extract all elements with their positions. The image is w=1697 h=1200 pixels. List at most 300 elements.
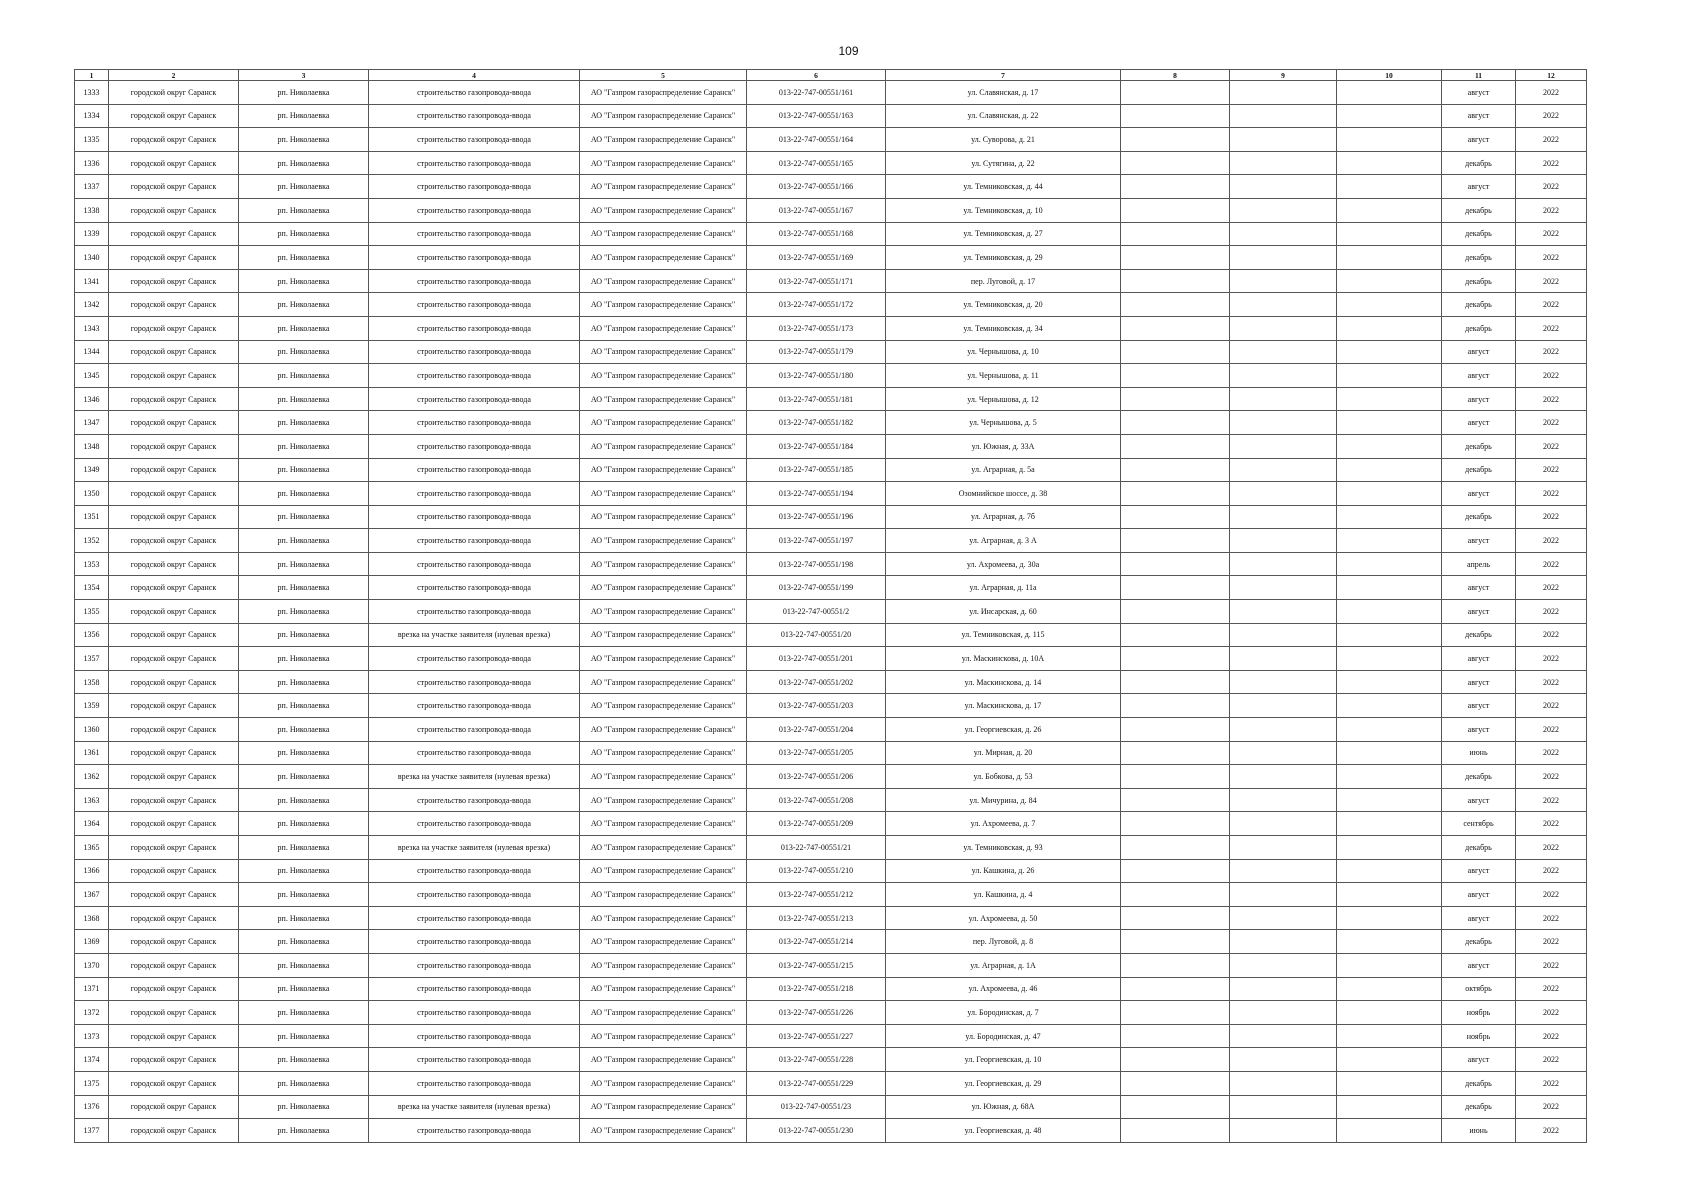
municipality-cell: городской округ Саранск — [109, 1119, 239, 1143]
column-9-cell — [1230, 1024, 1337, 1048]
column-9-cell — [1230, 1071, 1337, 1095]
year-cell: 2022 — [1516, 836, 1587, 860]
row-number-cell: 1353 — [75, 552, 109, 576]
address-cell: ул. Темниковская, д. 93 — [886, 836, 1121, 860]
month-cell: август — [1442, 175, 1516, 199]
table-row — [75, 81, 1587, 105]
table-row — [75, 788, 1587, 812]
column-8-cell — [1121, 600, 1230, 624]
column-10-cell — [1337, 812, 1442, 836]
settlement-cell: рп. Николаевка — [239, 482, 369, 506]
column-10-cell — [1337, 576, 1442, 600]
column-8-cell — [1121, 788, 1230, 812]
row-number-cell: 1333 — [75, 81, 109, 105]
work-type-cell: строительство газопровода-ввода — [369, 293, 580, 317]
column-8-cell — [1121, 1119, 1230, 1143]
municipality-cell: городской округ Саранск — [109, 812, 239, 836]
municipality-cell: городской округ Саранск — [109, 198, 239, 222]
table-row — [75, 1048, 1587, 1072]
column-9-cell — [1230, 364, 1337, 388]
column-10-cell — [1337, 81, 1442, 105]
table-row — [75, 128, 1587, 152]
column-9-cell — [1230, 576, 1337, 600]
month-cell: август — [1442, 81, 1516, 105]
month-cell: август — [1442, 482, 1516, 506]
address-cell: ул. Южная, д. 68А — [886, 1095, 1121, 1119]
column-10-cell — [1337, 718, 1442, 742]
table-row — [75, 1095, 1587, 1119]
column-10-cell — [1337, 340, 1442, 364]
column-10-cell — [1337, 1048, 1442, 1072]
settlement-cell: рп. Николаевка — [239, 411, 369, 435]
address-cell: ул. Ахромеева, д. 50 — [886, 906, 1121, 930]
year-cell: 2022 — [1516, 1071, 1587, 1095]
work-type-cell: строительство газопровода-ввода — [369, 411, 580, 435]
municipality-cell: городской округ Саранск — [109, 482, 239, 506]
municipality-cell: городской округ Саранск — [109, 765, 239, 789]
settlement-cell: рп. Николаевка — [239, 1119, 369, 1143]
column-10-cell — [1337, 364, 1442, 388]
column-9-cell — [1230, 128, 1337, 152]
month-cell: август — [1442, 883, 1516, 907]
work-type-cell: строительство газопровода-ввода — [369, 198, 580, 222]
row-number-cell: 1377 — [75, 1119, 109, 1143]
work-type-cell: строительство газопровода-ввода — [369, 175, 580, 199]
year-cell: 2022 — [1516, 458, 1587, 482]
row-number-cell: 1370 — [75, 953, 109, 977]
column-8-cell — [1121, 576, 1230, 600]
settlement-cell: рп. Николаевка — [239, 859, 369, 883]
municipality-cell: городской округ Саранск — [109, 647, 239, 671]
row-number-cell: 1345 — [75, 364, 109, 388]
column-9-cell — [1230, 906, 1337, 930]
column-9-cell — [1230, 316, 1337, 340]
page-number: 109 — [838, 44, 859, 58]
table-row — [75, 411, 1587, 435]
column-8-cell — [1121, 1048, 1230, 1072]
work-type-cell: врезка на участке заявителя (нулевая врезка) — [369, 765, 580, 789]
year-cell: 2022 — [1516, 930, 1587, 954]
address-cell: ул. Георгиевская, д. 10 — [886, 1048, 1121, 1072]
contract-number-cell: 013-22-747-00551/2 — [747, 600, 886, 624]
address-cell: ул. Мичурина, д. 84 — [886, 788, 1121, 812]
settlement-cell: рп. Николаевка — [239, 222, 369, 246]
municipality-cell: городской округ Саранск — [109, 222, 239, 246]
work-type-cell: строительство газопровода-ввода — [369, 647, 580, 671]
address-cell: ул. Аграрная, д. 1А — [886, 953, 1121, 977]
organization-cell: АО "Газпром газораспределение Саранск" — [580, 458, 747, 482]
municipality-cell: городской округ Саранск — [109, 246, 239, 270]
column-9-cell — [1230, 246, 1337, 270]
organization-cell: АО "Газпром газораспределение Саранск" — [580, 930, 747, 954]
column-8-cell — [1121, 977, 1230, 1001]
municipality-cell: городской округ Саранск — [109, 364, 239, 388]
year-cell: 2022 — [1516, 600, 1587, 624]
table-row — [75, 623, 1587, 647]
table-body — [75, 81, 1587, 1143]
month-cell: сентябрь — [1442, 812, 1516, 836]
column-10-cell — [1337, 434, 1442, 458]
organization-cell: АО "Газпром газораспределение Саранск" — [580, 953, 747, 977]
work-type-cell: строительство газопровода-ввода — [369, 930, 580, 954]
month-cell: декабрь — [1442, 765, 1516, 789]
month-cell: август — [1442, 576, 1516, 600]
work-type-cell: врезка на участке заявителя (нулевая врезка) — [369, 623, 580, 647]
organization-cell: АО "Газпром газораспределение Саранск" — [580, 246, 747, 270]
column-9-cell — [1230, 411, 1337, 435]
municipality-cell: городской округ Саранск — [109, 600, 239, 624]
column-9-cell — [1230, 175, 1337, 199]
organization-cell: АО "Газпром газораспределение Саранск" — [580, 293, 747, 317]
row-number-cell: 1367 — [75, 883, 109, 907]
address-cell: ул. Аграрная, д. 5а — [886, 458, 1121, 482]
municipality-cell: городской округ Саранск — [109, 387, 239, 411]
address-cell: ул. Темниковская, д. 20 — [886, 293, 1121, 317]
organization-cell: АО "Газпром газораспределение Саранск" — [580, 552, 747, 576]
column-8-cell — [1121, 128, 1230, 152]
year-cell: 2022 — [1516, 293, 1587, 317]
column-9-cell — [1230, 623, 1337, 647]
column-8-cell — [1121, 387, 1230, 411]
work-type-cell: врезка на участке заявителя (нулевая врезка) — [369, 1095, 580, 1119]
column-10-cell — [1337, 788, 1442, 812]
settlement-cell: рп. Николаевка — [239, 269, 369, 293]
year-cell: 2022 — [1516, 387, 1587, 411]
column-10-cell — [1337, 694, 1442, 718]
organization-cell: АО "Газпром газораспределение Саранск" — [580, 81, 747, 105]
settlement-cell: рп. Николаевка — [239, 175, 369, 199]
year-cell: 2022 — [1516, 340, 1587, 364]
column-9-cell — [1230, 387, 1337, 411]
address-cell: ул. Георгиевская, д. 26 — [886, 718, 1121, 742]
work-type-cell: строительство газопровода-ввода — [369, 364, 580, 388]
organization-cell: АО "Газпром газораспределение Саранск" — [580, 269, 747, 293]
row-number-cell: 1372 — [75, 1001, 109, 1025]
month-cell: декабрь — [1442, 505, 1516, 529]
municipality-cell: городской округ Саранск — [109, 1001, 239, 1025]
address-cell: ул. Темниковская, д. 29 — [886, 246, 1121, 270]
year-cell: 2022 — [1516, 1119, 1587, 1143]
row-number-cell: 1342 — [75, 293, 109, 317]
row-number-cell: 1338 — [75, 198, 109, 222]
contract-number-cell: 013-22-747-00551/212 — [747, 883, 886, 907]
column-header: 10 — [1337, 70, 1442, 81]
column-8-cell — [1121, 836, 1230, 860]
work-type-cell: строительство газопровода-ввода — [369, 482, 580, 506]
column-10-cell — [1337, 269, 1442, 293]
address-cell: ул. Аграрная, д. 11а — [886, 576, 1121, 600]
address-cell: ул. Кашкина, д. 4 — [886, 883, 1121, 907]
year-cell: 2022 — [1516, 222, 1587, 246]
address-cell: ул. Темниковская, д. 34 — [886, 316, 1121, 340]
column-header: 1 — [75, 70, 109, 81]
table-row — [75, 883, 1587, 907]
work-type-cell: строительство газопровода-ввода — [369, 788, 580, 812]
column-10-cell — [1337, 458, 1442, 482]
table-row — [75, 529, 1587, 553]
contract-number-cell: 013-22-747-00551/166 — [747, 175, 886, 199]
table-row — [75, 1071, 1587, 1095]
column-8-cell — [1121, 104, 1230, 128]
year-cell: 2022 — [1516, 953, 1587, 977]
row-number-cell: 1371 — [75, 977, 109, 1001]
column-9-cell — [1230, 836, 1337, 860]
column-9-cell — [1230, 788, 1337, 812]
municipality-cell: городской округ Саранск — [109, 670, 239, 694]
work-type-cell: строительство газопровода-ввода — [369, 670, 580, 694]
address-cell: ул. Славянская, д. 22 — [886, 104, 1121, 128]
month-cell: август — [1442, 953, 1516, 977]
organization-cell: АО "Газпром газораспределение Саранск" — [580, 1071, 747, 1095]
organization-cell: АО "Газпром газораспределение Саранск" — [580, 883, 747, 907]
organization-cell: АО "Газпром газораспределение Саранск" — [580, 765, 747, 789]
municipality-cell: городской округ Саранск — [109, 930, 239, 954]
column-9-cell — [1230, 198, 1337, 222]
table-row — [75, 222, 1587, 246]
column-header: 12 — [1516, 70, 1587, 81]
municipality-cell: городской округ Саранск — [109, 434, 239, 458]
organization-cell: АО "Газпром газораспределение Саранск" — [580, 1119, 747, 1143]
column-9-cell — [1230, 670, 1337, 694]
column-8-cell — [1121, 623, 1230, 647]
work-type-cell: строительство газопровода-ввода — [369, 953, 580, 977]
column-9-cell — [1230, 434, 1337, 458]
work-type-cell: строительство газопровода-ввода — [369, 600, 580, 624]
column-header: 9 — [1230, 70, 1337, 81]
table-row — [75, 812, 1587, 836]
contract-number-cell: 013-22-747-00551/194 — [747, 482, 886, 506]
work-type-cell: строительство газопровода-ввода — [369, 812, 580, 836]
table-row — [75, 670, 1587, 694]
column-10-cell — [1337, 411, 1442, 435]
month-cell: август — [1442, 104, 1516, 128]
month-cell: декабрь — [1442, 458, 1516, 482]
year-cell: 2022 — [1516, 623, 1587, 647]
address-cell: ул. Аграрная, д. 3 А — [886, 529, 1121, 553]
row-number-cell: 1334 — [75, 104, 109, 128]
settlement-cell: рп. Николаевка — [239, 458, 369, 482]
column-8-cell — [1121, 906, 1230, 930]
month-cell: август — [1442, 788, 1516, 812]
address-cell: ул. Аграрная, д. 7б — [886, 505, 1121, 529]
address-cell: ул. Маскинскова, д. 14 — [886, 670, 1121, 694]
month-cell: ноябрь — [1442, 1001, 1516, 1025]
row-number-cell: 1351 — [75, 505, 109, 529]
municipality-cell: городской округ Саранск — [109, 293, 239, 317]
contract-number-cell: 013-22-747-00551/209 — [747, 812, 886, 836]
year-cell: 2022 — [1516, 552, 1587, 576]
contract-number-cell: 013-22-747-00551/165 — [747, 151, 886, 175]
municipality-cell: городской округ Саранск — [109, 741, 239, 765]
year-cell: 2022 — [1516, 151, 1587, 175]
work-type-cell: строительство газопровода-ввода — [369, 576, 580, 600]
contract-number-cell: 013-22-747-00551/185 — [747, 458, 886, 482]
column-8-cell — [1121, 883, 1230, 907]
work-type-cell: строительство газопровода-ввода — [369, 1048, 580, 1072]
address-cell: ул. Мирная, д. 20 — [886, 741, 1121, 765]
work-type-cell: строительство газопровода-ввода — [369, 529, 580, 553]
column-header: 4 — [369, 70, 580, 81]
year-cell: 2022 — [1516, 694, 1587, 718]
settlement-cell: рп. Николаевка — [239, 670, 369, 694]
column-8-cell — [1121, 953, 1230, 977]
organization-cell: АО "Газпром газораспределение Саранск" — [580, 623, 747, 647]
month-cell: декабрь — [1442, 246, 1516, 270]
table-row — [75, 104, 1587, 128]
table-row — [75, 953, 1587, 977]
settlement-cell: рп. Николаевка — [239, 81, 369, 105]
municipality-cell: городской округ Саранск — [109, 1024, 239, 1048]
month-cell: декабрь — [1442, 930, 1516, 954]
work-type-cell: строительство газопровода-ввода — [369, 246, 580, 270]
year-cell: 2022 — [1516, 529, 1587, 553]
settlement-cell: рп. Николаевка — [239, 906, 369, 930]
column-10-cell — [1337, 1071, 1442, 1095]
municipality-cell: городской округ Саранск — [109, 458, 239, 482]
year-cell: 2022 — [1516, 411, 1587, 435]
table-row — [75, 859, 1587, 883]
month-cell: октябрь — [1442, 977, 1516, 1001]
organization-cell: АО "Газпром газораспределение Саранск" — [580, 576, 747, 600]
column-8-cell — [1121, 670, 1230, 694]
year-cell: 2022 — [1516, 128, 1587, 152]
column-9-cell — [1230, 552, 1337, 576]
table-row — [75, 364, 1587, 388]
column-8-cell — [1121, 458, 1230, 482]
year-cell: 2022 — [1516, 647, 1587, 671]
column-9-cell — [1230, 340, 1337, 364]
address-cell: ул. Георгиевская, д. 29 — [886, 1071, 1121, 1095]
year-cell: 2022 — [1516, 788, 1587, 812]
organization-cell: АО "Газпром газораспределение Саранск" — [580, 1001, 747, 1025]
row-number-cell: 1362 — [75, 765, 109, 789]
work-type-cell: строительство газопровода-ввода — [369, 552, 580, 576]
column-10-cell — [1337, 765, 1442, 789]
month-cell: август — [1442, 529, 1516, 553]
contract-number-cell: 013-22-747-00551/230 — [747, 1119, 886, 1143]
contract-number-cell: 013-22-747-00551/206 — [747, 765, 886, 789]
month-cell: август — [1442, 340, 1516, 364]
organization-cell: АО "Газпром газораспределение Саранск" — [580, 505, 747, 529]
address-cell: ул. Бобкова, д. 53 — [886, 765, 1121, 789]
settlement-cell: рп. Николаевка — [239, 1095, 369, 1119]
column-10-cell — [1337, 883, 1442, 907]
column-10-cell — [1337, 151, 1442, 175]
column-8-cell — [1121, 718, 1230, 742]
column-8-cell — [1121, 741, 1230, 765]
organization-cell: АО "Газпром газораспределение Саранск" — [580, 316, 747, 340]
row-number-cell: 1373 — [75, 1024, 109, 1048]
organization-cell: АО "Газпром газораспределение Саранск" — [580, 859, 747, 883]
contract-number-cell: 013-22-747-00551/229 — [747, 1071, 886, 1095]
row-number-cell: 1336 — [75, 151, 109, 175]
municipality-cell: городской округ Саранск — [109, 576, 239, 600]
work-type-cell: строительство газопровода-ввода — [369, 458, 580, 482]
month-cell: декабрь — [1442, 434, 1516, 458]
column-8-cell — [1121, 411, 1230, 435]
table-row — [75, 505, 1587, 529]
row-number-cell: 1349 — [75, 458, 109, 482]
year-cell: 2022 — [1516, 246, 1587, 270]
year-cell: 2022 — [1516, 741, 1587, 765]
column-header: 7 — [886, 70, 1121, 81]
work-type-cell: строительство газопровода-ввода — [369, 859, 580, 883]
year-cell: 2022 — [1516, 1024, 1587, 1048]
column-header: 6 — [747, 70, 886, 81]
address-cell: ул. Суворова, д. 21 — [886, 128, 1121, 152]
settlement-cell: рп. Николаевка — [239, 812, 369, 836]
contract-number-cell: 013-22-747-00551/181 — [747, 387, 886, 411]
organization-cell: АО "Газпром газораспределение Саранск" — [580, 340, 747, 364]
address-cell: пер. Луговой, д. 17 — [886, 269, 1121, 293]
column-9-cell — [1230, 151, 1337, 175]
address-cell: ул. Георгиевская, д. 48 — [886, 1119, 1121, 1143]
contract-number-cell: 013-22-747-00551/198 — [747, 552, 886, 576]
settlement-cell: рп. Николаевка — [239, 718, 369, 742]
work-type-cell: строительство газопровода-ввода — [369, 151, 580, 175]
organization-cell: АО "Газпром газораспределение Саранск" — [580, 104, 747, 128]
column-9-cell — [1230, 600, 1337, 624]
work-type-cell: строительство газопровода-ввода — [369, 1119, 580, 1143]
column-8-cell — [1121, 246, 1230, 270]
municipality-cell: городской округ Саранск — [109, 552, 239, 576]
contract-number-cell: 013-22-747-00551/172 — [747, 293, 886, 317]
table-row — [75, 198, 1587, 222]
work-type-cell: строительство газопровода-ввода — [369, 222, 580, 246]
municipality-cell: городской округ Саранск — [109, 81, 239, 105]
column-10-cell — [1337, 670, 1442, 694]
column-10-cell — [1337, 128, 1442, 152]
address-cell: ул. Кашкина, д. 26 — [886, 859, 1121, 883]
column-9-cell — [1230, 694, 1337, 718]
address-cell: ул. Темниковская, д. 44 — [886, 175, 1121, 199]
contract-number-cell: 013-22-747-00551/214 — [747, 930, 886, 954]
settlement-cell: рп. Николаевка — [239, 836, 369, 860]
row-number-cell: 1335 — [75, 128, 109, 152]
month-cell: декабрь — [1442, 623, 1516, 647]
work-type-cell: строительство газопровода-ввода — [369, 883, 580, 907]
table-row — [75, 552, 1587, 576]
row-number-cell: 1369 — [75, 930, 109, 954]
column-9-cell — [1230, 718, 1337, 742]
contract-number-cell: 013-22-747-00551/215 — [747, 953, 886, 977]
year-cell: 2022 — [1516, 364, 1587, 388]
month-cell: август — [1442, 670, 1516, 694]
address-cell: ул. Чернышова, д. 11 — [886, 364, 1121, 388]
month-cell: декабрь — [1442, 269, 1516, 293]
organization-cell: АО "Газпром газораспределение Саранск" — [580, 1048, 747, 1072]
organization-cell: АО "Газпром газораспределение Саранск" — [580, 718, 747, 742]
row-number-cell: 1343 — [75, 316, 109, 340]
column-8-cell — [1121, 1095, 1230, 1119]
column-10-cell — [1337, 906, 1442, 930]
year-cell: 2022 — [1516, 718, 1587, 742]
table-row — [75, 482, 1587, 506]
contract-number-cell: 013-22-747-00551/169 — [747, 246, 886, 270]
column-9-cell — [1230, 1048, 1337, 1072]
work-type-cell: строительство газопровода-ввода — [369, 906, 580, 930]
month-cell: декабрь — [1442, 1071, 1516, 1095]
column-9-cell — [1230, 930, 1337, 954]
contract-number-cell: 013-22-747-00551/228 — [747, 1048, 886, 1072]
row-number-cell: 1357 — [75, 647, 109, 671]
municipality-cell: городской округ Саранск — [109, 953, 239, 977]
municipality-cell: городской округ Саранск — [109, 316, 239, 340]
column-8-cell — [1121, 434, 1230, 458]
work-type-cell: строительство газопровода-ввода — [369, 81, 580, 105]
column-9-cell — [1230, 765, 1337, 789]
year-cell: 2022 — [1516, 906, 1587, 930]
